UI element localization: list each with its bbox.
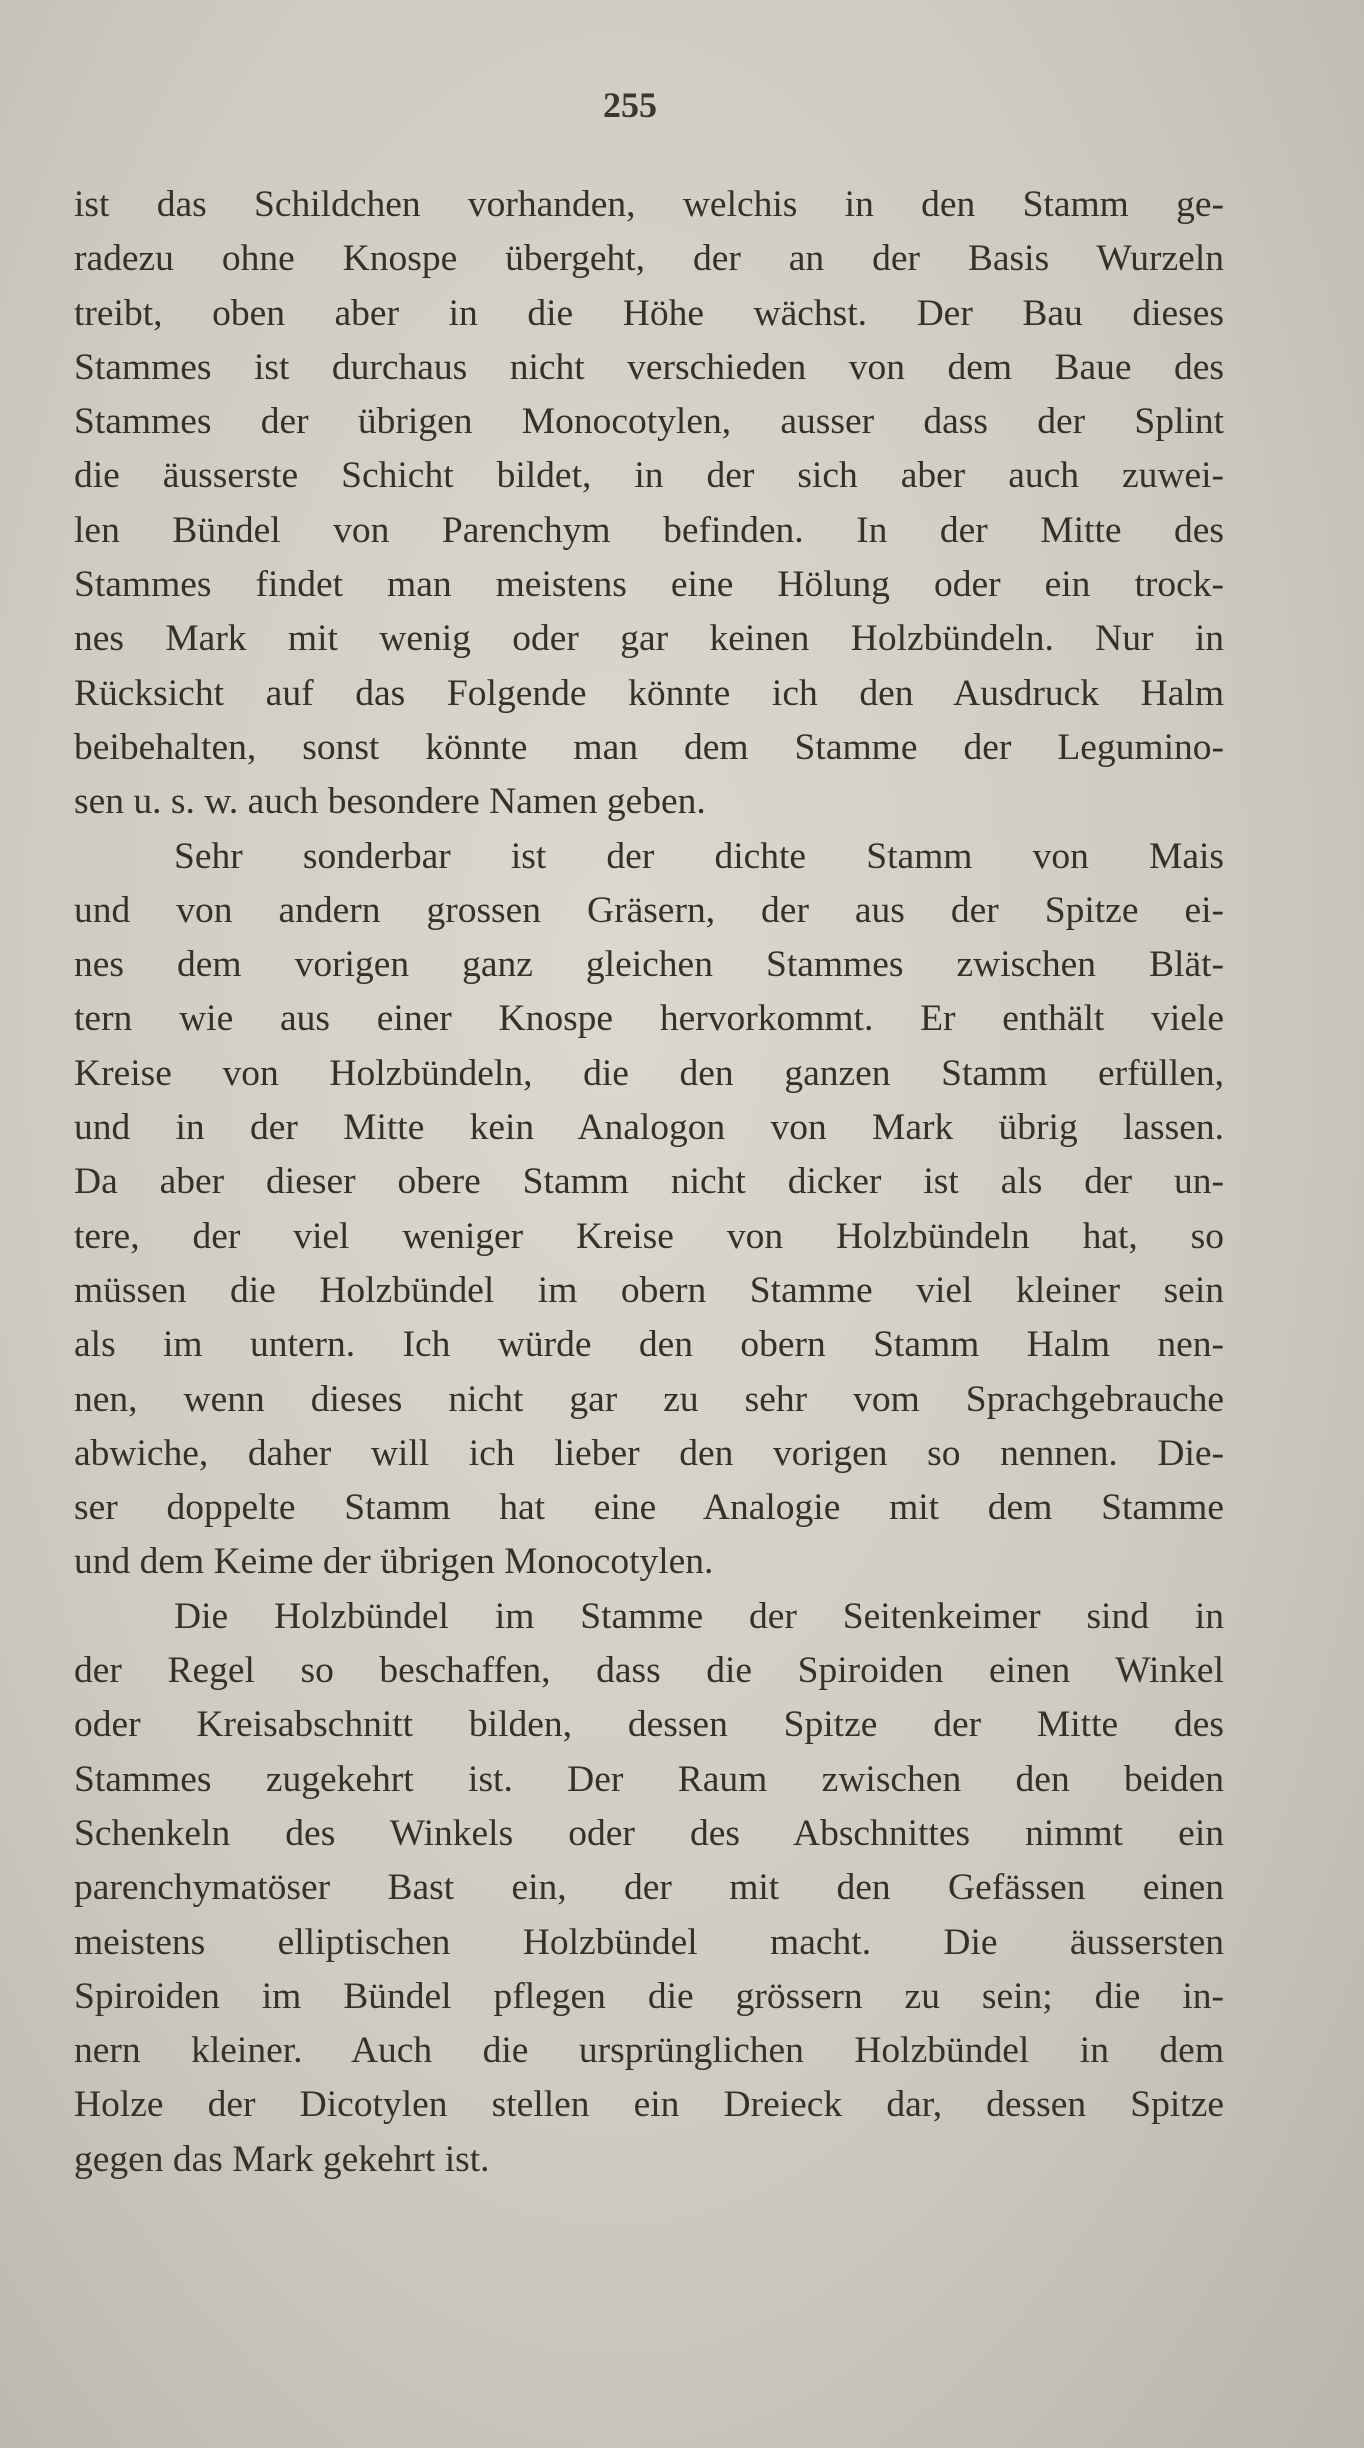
text-line: nern kleiner. Auch die ursprünglichen Holzbündel in dem <box>74 2030 1224 2072</box>
text-line: beibehalten, sonst könnte man dem Stamme der Legumino- <box>74 726 1224 768</box>
text-line: und dem Keime der übrigen Monocotylen. <box>74 1541 714 1583</box>
paragraph-3 <box>74 1590 1224 2187</box>
text-line: Stammes findet man meistens eine Hölung oder ein trock- <box>74 564 1224 606</box>
text-line: radezu ohne Knospe übergeht, der an der Basis Wurzeln <box>74 238 1224 280</box>
text-line: abwiche, daher will ich lieber den vorigen so nennen. Die- <box>74 1432 1224 1474</box>
text-line: Stammes zugekehrt ist. Der Raum zwischen den beiden <box>74 1758 1224 1800</box>
text-line: und von andern grossen Gräsern, der aus der Spitze ei- <box>74 889 1224 931</box>
text-line: meistens elliptischen Holzbündel macht. Die äussersten <box>74 1921 1224 1963</box>
text-line: nes dem vorigen ganz gleichen Stammes zwischen Blät- <box>74 944 1224 986</box>
paragraph-2 <box>74 830 1224 1590</box>
text-line: der Regel so beschaffen, dass die Spiroiden einen Winkel <box>74 1650 1224 1692</box>
text-line: len Bündel von Parenchym befinden. In der Mitte des <box>74 509 1224 551</box>
text-line: nen, wenn dieses nicht gar zu sehr vom Sprachgebrauche <box>74 1378 1224 1420</box>
text-line: die äusserste Schicht bildet, in der sich aber auch zuwei- <box>74 455 1224 497</box>
text-line: Holze der Dicotylen stellen ein Dreieck dar, dessen Spitze <box>74 2084 1224 2126</box>
text-line: treibt, oben aber in die Höhe wächst. Der Bau dieses <box>74 292 1224 334</box>
text-line: Stammes ist durchaus nicht verschieden von dem Baue des <box>74 346 1224 388</box>
text-line: nes Mark mit wenig oder gar keinen Holzbündeln. Nur in <box>74 618 1224 660</box>
text-line: Sehr sonderbar ist der dichte Stamm von Mais <box>174 835 1224 877</box>
text-line: oder Kreisabschnitt bilden, dessen Spitze der Mitte des <box>74 1704 1224 1746</box>
page-number: 255 <box>603 85 657 125</box>
paragraph-1 <box>74 178 1224 830</box>
text-line: tern wie aus einer Knospe hervorkommt. Er enthält viele <box>74 998 1224 1040</box>
text-line: Die Holzbündel im Stamme der Seitenkeimer sind in <box>174 1595 1224 1637</box>
text-line: als im untern. Ich würde den obern Stamm Halm nen- <box>74 1324 1224 1366</box>
text-line: ist das Schildchen vorhanden, welchis in den Stamm ge- <box>74 184 1224 225</box>
text-line: und in der Mitte kein Analogon von Mark übrig lassen. <box>74 1107 1224 1149</box>
text-line: Stammes der übrigen Monocotylen, ausser dass der Splint <box>74 401 1224 443</box>
text-line: Schenkeln des Winkels oder des Abschnittes nimmt ein <box>74 1812 1224 1854</box>
text-line: gegen das Mark gekehrt ist. <box>74 2138 490 2180</box>
body-text <box>74 178 1224 2187</box>
text-line: Da aber dieser obere Stamm nicht dicker ist als der un- <box>74 1161 1224 1203</box>
text-line: ser doppelte Stamm hat eine Analogie mit dem Stamme <box>74 1487 1224 1529</box>
text-line: Rücksicht auf das Folgende könnte ich den Ausdruck Halm <box>74 672 1224 714</box>
text-line: müssen die Holzbündel im obern Stamme viel kleiner sein <box>74 1269 1224 1311</box>
text-line: sen u. s. w. auch besondere Namen geben. <box>74 781 706 823</box>
text-line: tere, der viel weniger Kreise von Holzbündeln hat, so <box>74 1215 1224 1257</box>
text-line: Spiroiden im Bündel pflegen die grössern zu sein; die in- <box>74 1975 1224 2017</box>
text-line: parenchymatöser Bast ein, der mit den Gefässen einen <box>74 1867 1224 1909</box>
text-line: Kreise von Holzbündeln, die den ganzen Stamm erfüllen, <box>74 1052 1224 1094</box>
